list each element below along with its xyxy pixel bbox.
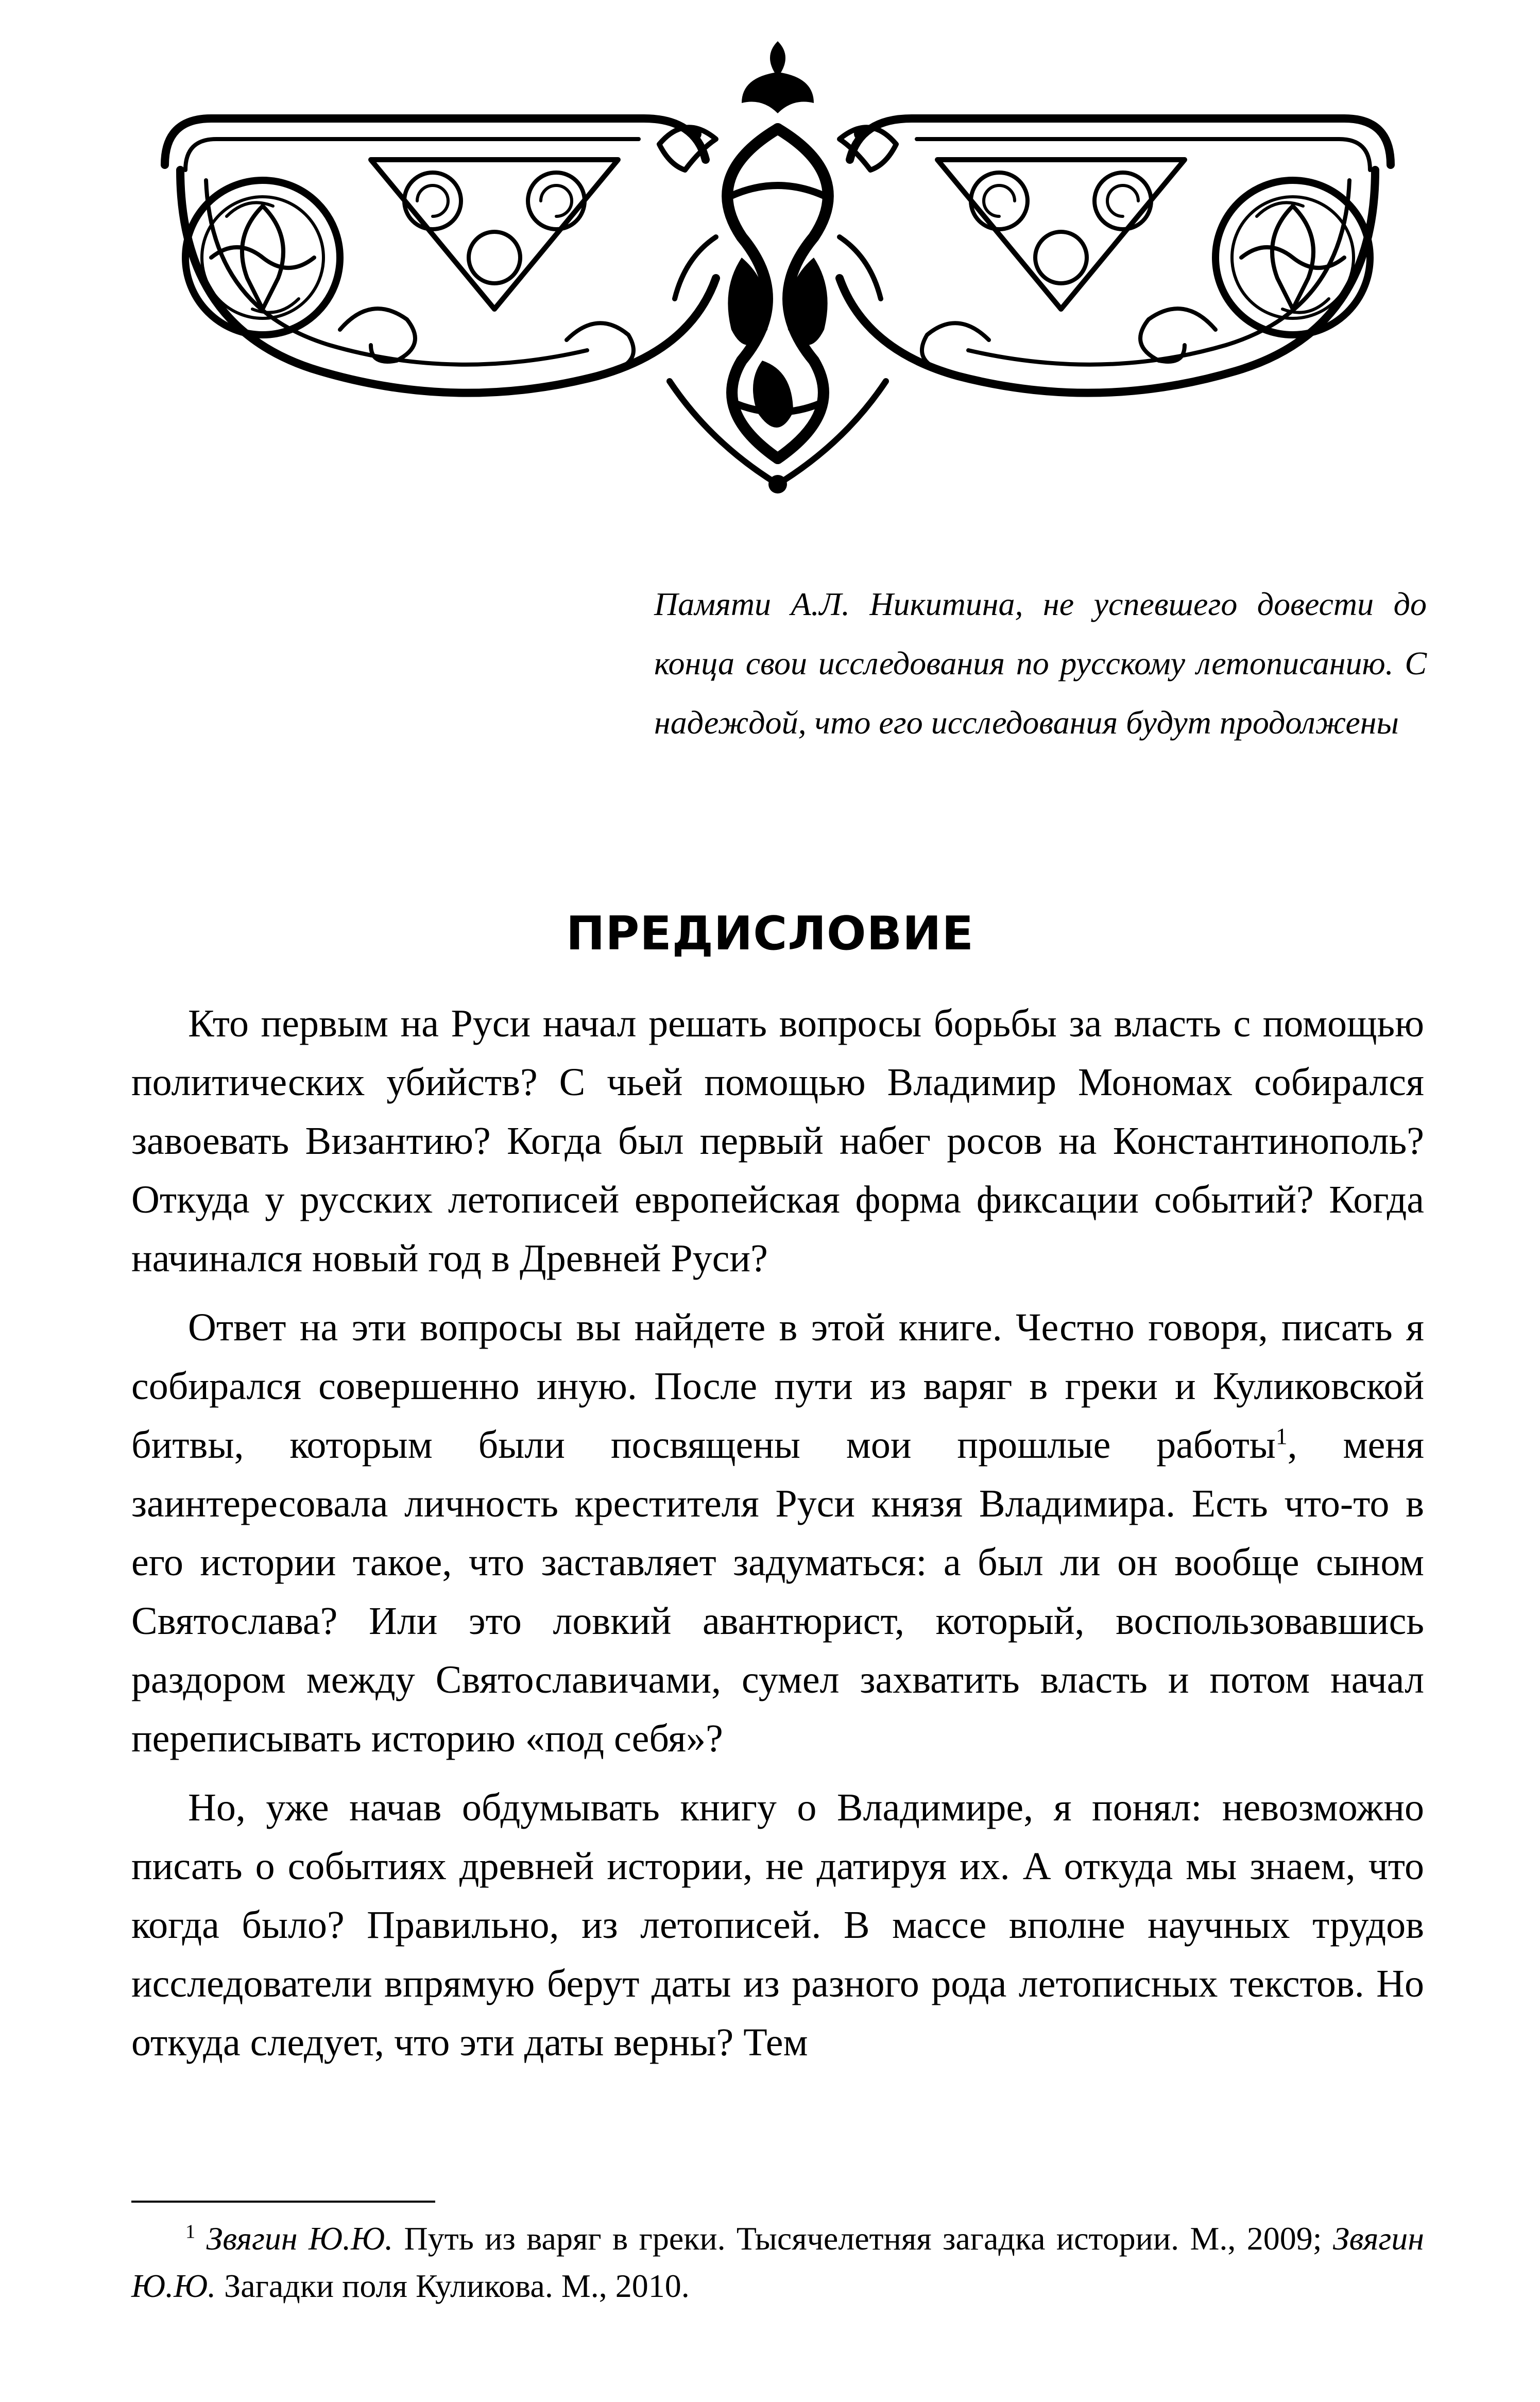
epigraph: Памяти А.Л. Никитина, не успевшего довести до конца свои исследования по русскому летописанию. С надеждой, что его исследования будут продолжены: [654, 586, 1427, 741]
paragraph-1: Кто первым на Руси начал решать вопросы борьбы за власть с помощью политических убийств? С чьей помощью Владимир Мономах собирался завоевать Византию? Когда был первый набег росов на Константинополь? Откуда у русских летописей европейская форма фиксации событий? Когда начинался новый год в Древней Руси?: [131, 1002, 1424, 1280]
footnote-mark: 1: [185, 2221, 196, 2243]
footnote-divider: [131, 2201, 435, 2203]
paragraph-2-before: Ответ на эти вопросы вы найдете в этой книге. Честно говоря, писать я собирался совершенно иную. После пути из варяг в греки и Куликовской битвы, которым были посвящены мои прошлые работы: [131, 1306, 1424, 1467]
ornamental-headpiece: [124, 41, 1432, 505]
paragraph-2: [131, 1298, 1424, 1768]
paragraph-2-after: , меня заинтересовала личность крестителя Руси князя Владимира. Есть что-то в его истории такое, что заставляет задуматься: а был ли он вообще сыном Святослава? Или это ловкий авантюрист, который, воспользовавшись раздором между Святославичами, сумел захватить власть и потом начал переписывать историю «под себя»?: [131, 1423, 1424, 1760]
footnote-text-1: Путь из варяг в греки. Тысячелетняя загадка истории. М., 2009;: [393, 2220, 1333, 2257]
main-text: [131, 994, 1424, 2072]
paragraph-3: Но, уже начав обдумывать книгу о Владимире, я понял: невозможно писать о событиях древней истории, не датируя их. А откуда мы знаем, что когда было? Правильно, из летописей. В массе вполне научных трудов исследователи впрямую берут даты из разного рода летописных текстов. Но откуда следует, что эти даты верны? Тем: [131, 1786, 1424, 2064]
footnote-text-2: Загадки поля Куликова. М., 2010.: [216, 2268, 690, 2304]
footnote: [131, 2215, 1424, 2310]
footnote-author-1: Звягин Ю.Ю.: [206, 2220, 393, 2257]
footnote-author-2: Звягин Ю.Ю.: [131, 2220, 1425, 2304]
footnote-reference: 1: [1275, 1423, 1288, 1450]
chapter-title: ПРЕДИСЛОВИЕ: [566, 907, 974, 961]
